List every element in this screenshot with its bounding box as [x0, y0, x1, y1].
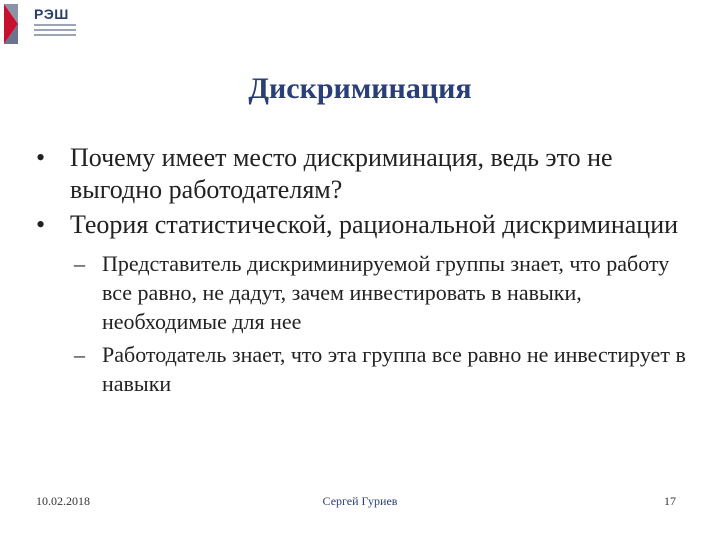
footer-author: Сергей Гуриев — [322, 494, 398, 508]
bullet-mark: • — [36, 210, 46, 239]
logo — [4, 4, 84, 48]
bullet-text: Почему имеет место дискриминация, ведь это не выгодно работодателям? — [70, 143, 613, 204]
logo-text: РЭШ — [34, 6, 69, 22]
footer-page-number: 17 — [664, 494, 676, 508]
subbullet-text: Представитель дискриминируемой группы знает, что работу все равно, не дадут, зачем инвестировать в навыки, необходимые для нее — [102, 251, 670, 334]
logo-mark-icon — [4, 4, 32, 44]
subbullet-item — [36, 249, 696, 336]
slide-content — [36, 142, 696, 398]
subbullet-text: Работодатель знает, что эта группа все равно не инвестирует в навыки — [102, 342, 686, 396]
bullet-mark: • — [36, 143, 46, 172]
logo-tagline — [34, 24, 76, 39]
subbullet-list — [36, 249, 696, 398]
subbullet-mark: – — [74, 251, 85, 276]
bullet-item — [36, 142, 696, 206]
slide-title: Дискриминация — [248, 72, 472, 105]
footer-date: 10.02.2018 — [36, 494, 90, 508]
bullet-text: Теория статистической, рациональной дискриминации — [70, 210, 679, 239]
bullet-item — [36, 209, 696, 241]
subbullet-item — [36, 340, 696, 398]
subbullet-mark: – — [74, 342, 85, 367]
